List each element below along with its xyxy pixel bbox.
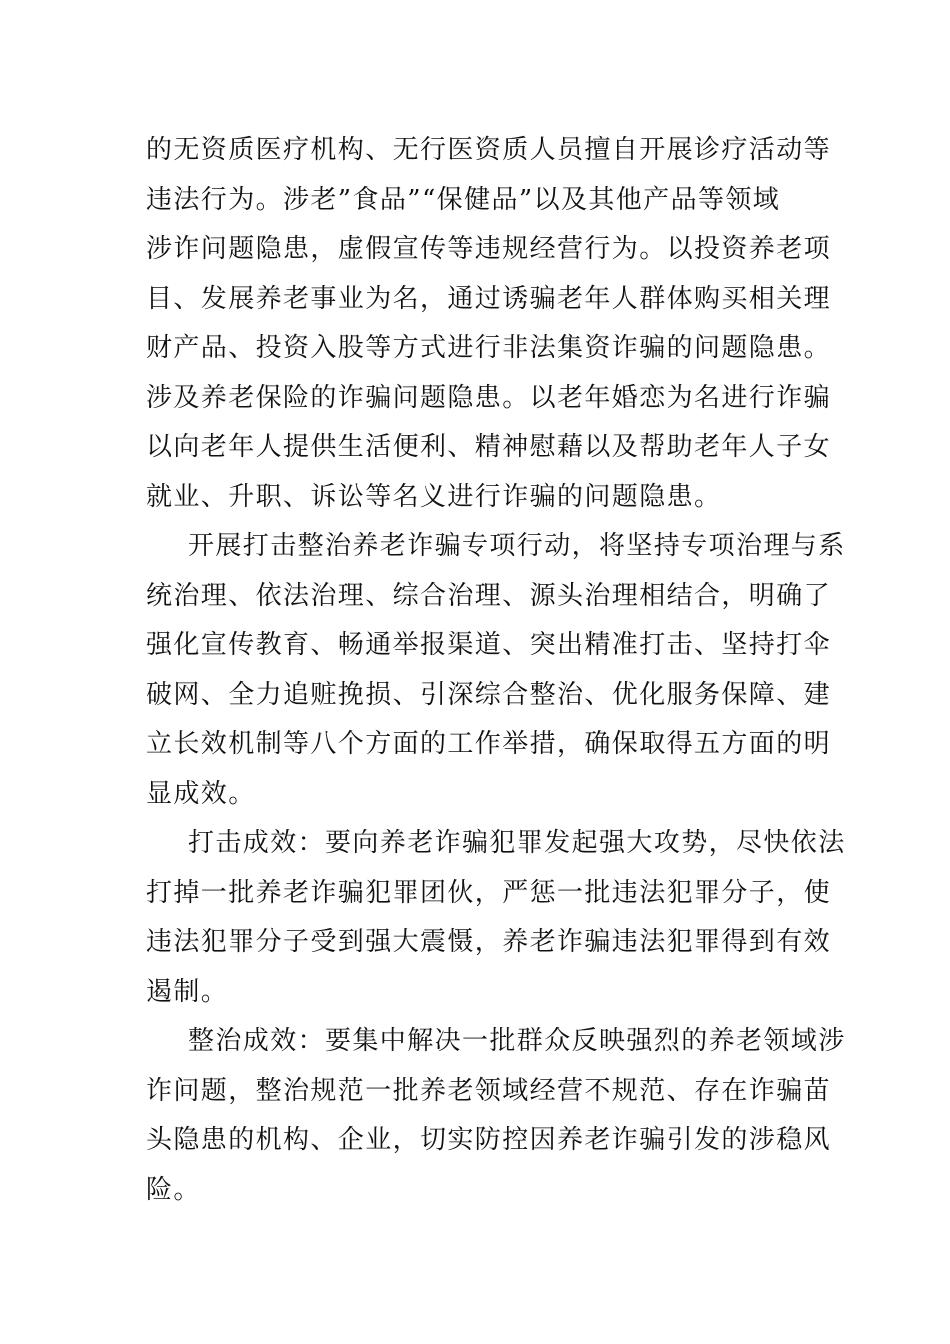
text-line: 违法犯罪分子受到强大震慑，养老诈骗违法犯罪得到有效	[146, 927, 832, 957]
paragraph-1	[146, 126, 832, 522]
text-line: 打击成效：要向养老诈骗犯罪发起强大攻势，尽快依法	[188, 828, 846, 858]
text-line: 就业、升职、诉讼等名义进行诈骗的问题隐患。	[146, 481, 722, 512]
text-line: 险。	[146, 1174, 201, 1205]
document-page	[146, 126, 846, 1215]
text-line: 破网、全力追赃挽损、引深综合整治、优化服务保障、建	[146, 679, 832, 710]
text-line: 打掉一批养老诈骗犯罪团伙，严惩一批违法犯罪分子，使	[146, 877, 832, 908]
text-line: 涉及养老保险的诈骗问题隐患。以老年婚恋为名进行诈骗	[146, 382, 832, 413]
text-line: 头隐患的机构、企业，切实防控因养老诈骗引发的涉稳风	[146, 1125, 832, 1155]
paragraph-2	[146, 522, 846, 819]
text-line: 遏制。	[146, 976, 229, 1007]
text-line: 开展打击整治养老诈骗专项行动，将坚持专项治理与系	[188, 531, 846, 561]
text-line: 违法行为。涉老”食品”“保健品”以及其他产品等领域	[146, 184, 781, 215]
paragraph-4	[146, 1017, 846, 1215]
text-line: 立长效机制等八个方面的工作举措，确保取得五方面的明	[146, 729, 832, 759]
text-line: 整治成效：要集中解决一批群众反映强烈的养老领域涉	[188, 1026, 846, 1056]
paragraph-3	[146, 819, 846, 1017]
text-line: 财产品、投资入股等方式进行非法集资诈骗的问题隐患。	[146, 333, 832, 363]
text-line: 的无资质医疗机构、无行医资质人员擅自开展诊疗活动等	[146, 135, 832, 165]
text-line: 强化宣传教育、畅通举报渠道、突出精准打击、坚持打伞	[146, 630, 832, 660]
text-line: 目、发展养老事业为名，通过诱骗老年人群体购买相关理	[146, 283, 832, 314]
text-line: 统治理、依法治理、综合治理、源头治理相结合，明确了	[146, 580, 832, 611]
text-line: 以向老年人提供生活便利、精神慰藉以及帮助老年人子女	[146, 432, 832, 462]
text-line: 诈问题，整治规范一批养老领域经营不规范、存在诈骗苗	[146, 1075, 832, 1106]
text-line: 显成效。	[146, 778, 256, 809]
text-line: 涉诈问题隐患，虚假宣传等违规经营行为。以投资养老项	[146, 234, 832, 264]
